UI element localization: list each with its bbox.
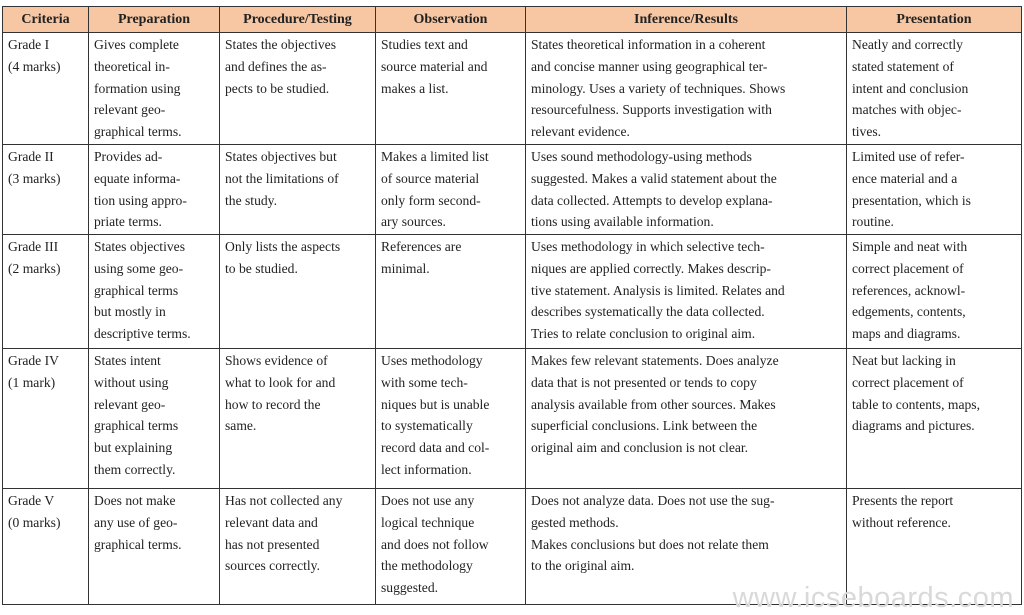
cell-criteria xyxy=(3,489,89,605)
cell-text-line: Neat but lacking in xyxy=(852,353,956,368)
cell-inference-results xyxy=(526,145,847,235)
grading-table xyxy=(2,6,1022,605)
cell-text-line: makes a list. xyxy=(381,80,449,96)
cell-observation xyxy=(376,145,526,235)
cell-text-line: relevant data and xyxy=(225,514,318,530)
cell-text-line: has not presented xyxy=(225,536,320,552)
cell-text-line: Gives complete xyxy=(94,37,179,52)
cell-text-line: references, acknowl- xyxy=(852,282,966,298)
cell-text-line: relevant geo- xyxy=(94,102,166,118)
cell-preparation xyxy=(89,349,220,489)
cell-text-line: them correctly. xyxy=(94,461,176,477)
cell-text-line: presentation, which is xyxy=(852,192,971,208)
cell-text-line: sources correctly. xyxy=(225,558,320,574)
cell-text-line: (4 marks) xyxy=(8,58,61,74)
cell-text-line: Uses methodology xyxy=(381,353,483,368)
cell-text-line: tions using available information. xyxy=(531,214,714,230)
cell-text-line: Grade V xyxy=(8,493,55,508)
cell-text-line: minology. Uses a variety of techniques. Shows xyxy=(531,80,786,96)
cell-text-line: not the limitations of xyxy=(225,170,339,186)
cell-text-line: table to contents, maps, xyxy=(852,396,980,412)
cell-text-line: Makes few relevant statements. Does analyze xyxy=(531,353,779,368)
cell-text-line: Grade I xyxy=(8,37,50,52)
cell-text-line: graphical terms xyxy=(94,418,179,434)
cell-text-line: (3 marks) xyxy=(8,170,61,186)
table-row xyxy=(3,145,1022,235)
cell-preparation xyxy=(89,33,220,145)
cell-text-line: original aim and conclusion is not clear. xyxy=(531,440,749,456)
cell-text-line: relevant geo- xyxy=(94,396,166,412)
cell-procedure-testing xyxy=(220,33,376,145)
cell-text-line: without using xyxy=(94,374,169,390)
cell-text-line: equate informa- xyxy=(94,170,181,186)
cell-text-line: record data and col- xyxy=(381,440,490,456)
cell-text-line: diagrams and pictures. xyxy=(852,418,975,434)
cell-text-line: graphical terms xyxy=(94,282,179,298)
cell-preparation xyxy=(89,145,220,235)
cell-text-line: to systematically xyxy=(381,418,473,434)
cell-text-line: any use of geo- xyxy=(94,514,178,530)
cell-text-line: describes systematically the data collected. xyxy=(531,304,765,320)
cell-text-line: same. xyxy=(225,418,257,434)
cell-text-line: suggested. Makes a valid statement about the xyxy=(531,170,777,186)
cell-text-line: tive statement. Analysis is limited. Relates and xyxy=(531,282,785,298)
cell-text-line: logical technique xyxy=(381,514,475,530)
cell-text-line: of source material xyxy=(381,170,480,186)
cell-text-line: only form second- xyxy=(381,192,481,208)
cell-text-line: how to record the xyxy=(225,396,321,412)
cell-text-line: but explaining xyxy=(94,440,173,456)
cell-text-line: graphical terms. xyxy=(94,536,182,552)
cell-text-line: Presents the report xyxy=(852,493,954,508)
cell-text-line: source material and xyxy=(381,58,488,74)
cell-text-line: formation using xyxy=(94,80,181,96)
header-observation: Observation xyxy=(376,7,526,33)
cell-text-line: (2 marks) xyxy=(8,260,61,276)
cell-text-line: stated statement of xyxy=(852,58,954,74)
cell-text-line: maps and diagrams. xyxy=(852,326,961,342)
cell-procedure-testing xyxy=(220,235,376,349)
cell-text-line: routine. xyxy=(852,214,894,230)
cell-text-line: niques but is unable xyxy=(381,396,490,412)
cell-text-line: Makes a limited list xyxy=(381,149,489,164)
cell-text-line: Shows evidence of xyxy=(225,353,328,368)
cell-text-line: correct placement of xyxy=(852,260,964,276)
cell-text-line: minimal. xyxy=(381,260,430,276)
cell-criteria xyxy=(3,235,89,349)
cell-procedure-testing xyxy=(220,489,376,605)
cell-text-line: using some geo- xyxy=(94,260,184,276)
cell-text-line: graphical terms. xyxy=(94,124,182,140)
cell-criteria xyxy=(3,145,89,235)
table-container xyxy=(2,6,1021,605)
cell-text-line: the methodology xyxy=(381,558,473,574)
cell-text-line: analysis available from other sources. Makes xyxy=(531,396,776,412)
cell-criteria xyxy=(3,33,89,145)
cell-text-line: Does not analyze data. Does not use the sug- xyxy=(531,493,775,508)
cell-text-line: but mostly in xyxy=(94,304,166,320)
cell-text-line: superficial conclusions. Link between the xyxy=(531,418,758,434)
cell-inference-results xyxy=(526,349,847,489)
cell-text-line: Only lists the aspects xyxy=(225,239,341,254)
header-procedure-testing: Procedure/Testing xyxy=(220,7,376,33)
cell-text-line: Neatly and correctly xyxy=(852,37,963,52)
header-inference-results: Inference/Results xyxy=(526,7,847,33)
cell-text-line: the study. xyxy=(225,192,277,208)
cell-preparation xyxy=(89,489,220,605)
cell-presentation xyxy=(847,235,1022,349)
header-criteria: Criteria xyxy=(3,7,89,33)
cell-observation xyxy=(376,235,526,349)
cell-text-line: States objectives but xyxy=(225,149,337,164)
cell-procedure-testing xyxy=(220,349,376,489)
cell-text-line: ary sources. xyxy=(381,214,446,230)
cell-text-line: Limited use of refer- xyxy=(852,149,965,164)
header-preparation: Preparation xyxy=(89,7,220,33)
cell-text-line: States the objectives xyxy=(225,37,336,52)
cell-observation xyxy=(376,349,526,489)
cell-text-line: States objectives xyxy=(94,239,185,254)
cell-text-line: data that is not presented or tends to copy xyxy=(531,374,757,390)
cell-text-line: data collected. Attempts to develop explana- xyxy=(531,192,773,208)
table-row xyxy=(3,349,1022,489)
cell-text-line: Grade IV xyxy=(8,353,59,368)
cell-procedure-testing xyxy=(220,145,376,235)
cell-text-line: lect information. xyxy=(381,461,472,477)
cell-text-line: pects to be studied. xyxy=(225,80,330,96)
cell-text-line: and defines the as- xyxy=(225,58,327,74)
cell-text-line: (0 marks) xyxy=(8,514,61,530)
cell-preparation xyxy=(89,235,220,349)
cell-text-line: to the original aim. xyxy=(531,558,635,574)
cell-text-line: Does not make xyxy=(94,493,176,508)
cell-text-line: resourcefulness. Supports investigation with xyxy=(531,102,772,118)
cell-text-line: Does not use any xyxy=(381,493,475,508)
cell-text-line: Makes conclusions but does not relate them xyxy=(531,536,769,552)
cell-presentation xyxy=(847,349,1022,489)
cell-text-line: correct placement of xyxy=(852,374,964,390)
cell-text-line: with some tech- xyxy=(381,374,468,390)
cell-text-line: Provides ad- xyxy=(94,149,163,164)
table-row xyxy=(3,33,1022,145)
cell-text-line: Studies text and xyxy=(381,37,468,52)
cell-text-line: to be studied. xyxy=(225,260,298,276)
cell-text-line: tion using appro- xyxy=(94,192,187,208)
cell-text-line: relevant evidence. xyxy=(531,124,630,140)
table-row xyxy=(3,235,1022,349)
cell-text-line: descriptive terms. xyxy=(94,326,191,342)
cell-text-line: and does not follow xyxy=(381,536,489,552)
cell-inference-results xyxy=(526,33,847,145)
header-row xyxy=(3,7,1022,33)
cell-text-line: theoretical in- xyxy=(94,58,170,74)
cell-text-line: Tries to relate conclusion to original aim. xyxy=(531,326,756,342)
table-body xyxy=(3,33,1022,605)
cell-observation xyxy=(376,489,526,605)
cell-text-line: suggested. xyxy=(381,580,439,596)
cell-text-line: edgements, contents, xyxy=(852,304,966,320)
cell-text-line: Uses methodology in which selective tech- xyxy=(531,239,765,254)
cell-text-line: intent and conclusion xyxy=(852,80,969,96)
cell-text-line: States intent xyxy=(94,353,161,368)
cell-text-line: gested methods. xyxy=(531,514,619,530)
cell-text-line: Simple and neat with xyxy=(852,239,968,254)
cell-text-line: Has not collected any xyxy=(225,493,343,508)
cell-text-line: ence material and a xyxy=(852,170,958,186)
cell-text-line: priate terms. xyxy=(94,214,162,230)
cell-text-line: without reference. xyxy=(852,514,951,530)
cell-text-line: States theoretical information in a coherent xyxy=(531,37,766,52)
watermark: www.icseboards.com xyxy=(732,582,1014,614)
cell-inference-results xyxy=(526,235,847,349)
cell-presentation xyxy=(847,33,1022,145)
cell-text-line: (1 mark) xyxy=(8,374,56,390)
cell-observation xyxy=(376,33,526,145)
cell-text-line: References are xyxy=(381,239,462,254)
cell-text-line: niques are applied correctly. Makes descrip- xyxy=(531,260,771,276)
cell-criteria xyxy=(3,349,89,489)
cell-text-line: Uses sound methodology-using methods xyxy=(531,149,752,164)
cell-presentation xyxy=(847,145,1022,235)
cell-text-line: tives. xyxy=(852,124,882,140)
cell-text-line: Grade III xyxy=(8,239,59,254)
cell-text-line: Grade II xyxy=(8,149,54,164)
header-presentation: Presentation xyxy=(847,7,1022,33)
cell-text-line: matches with objec- xyxy=(852,102,962,118)
cell-text-line: what to look for and xyxy=(225,374,336,390)
cell-text-line: and concise manner using geographical ter- xyxy=(531,58,768,74)
